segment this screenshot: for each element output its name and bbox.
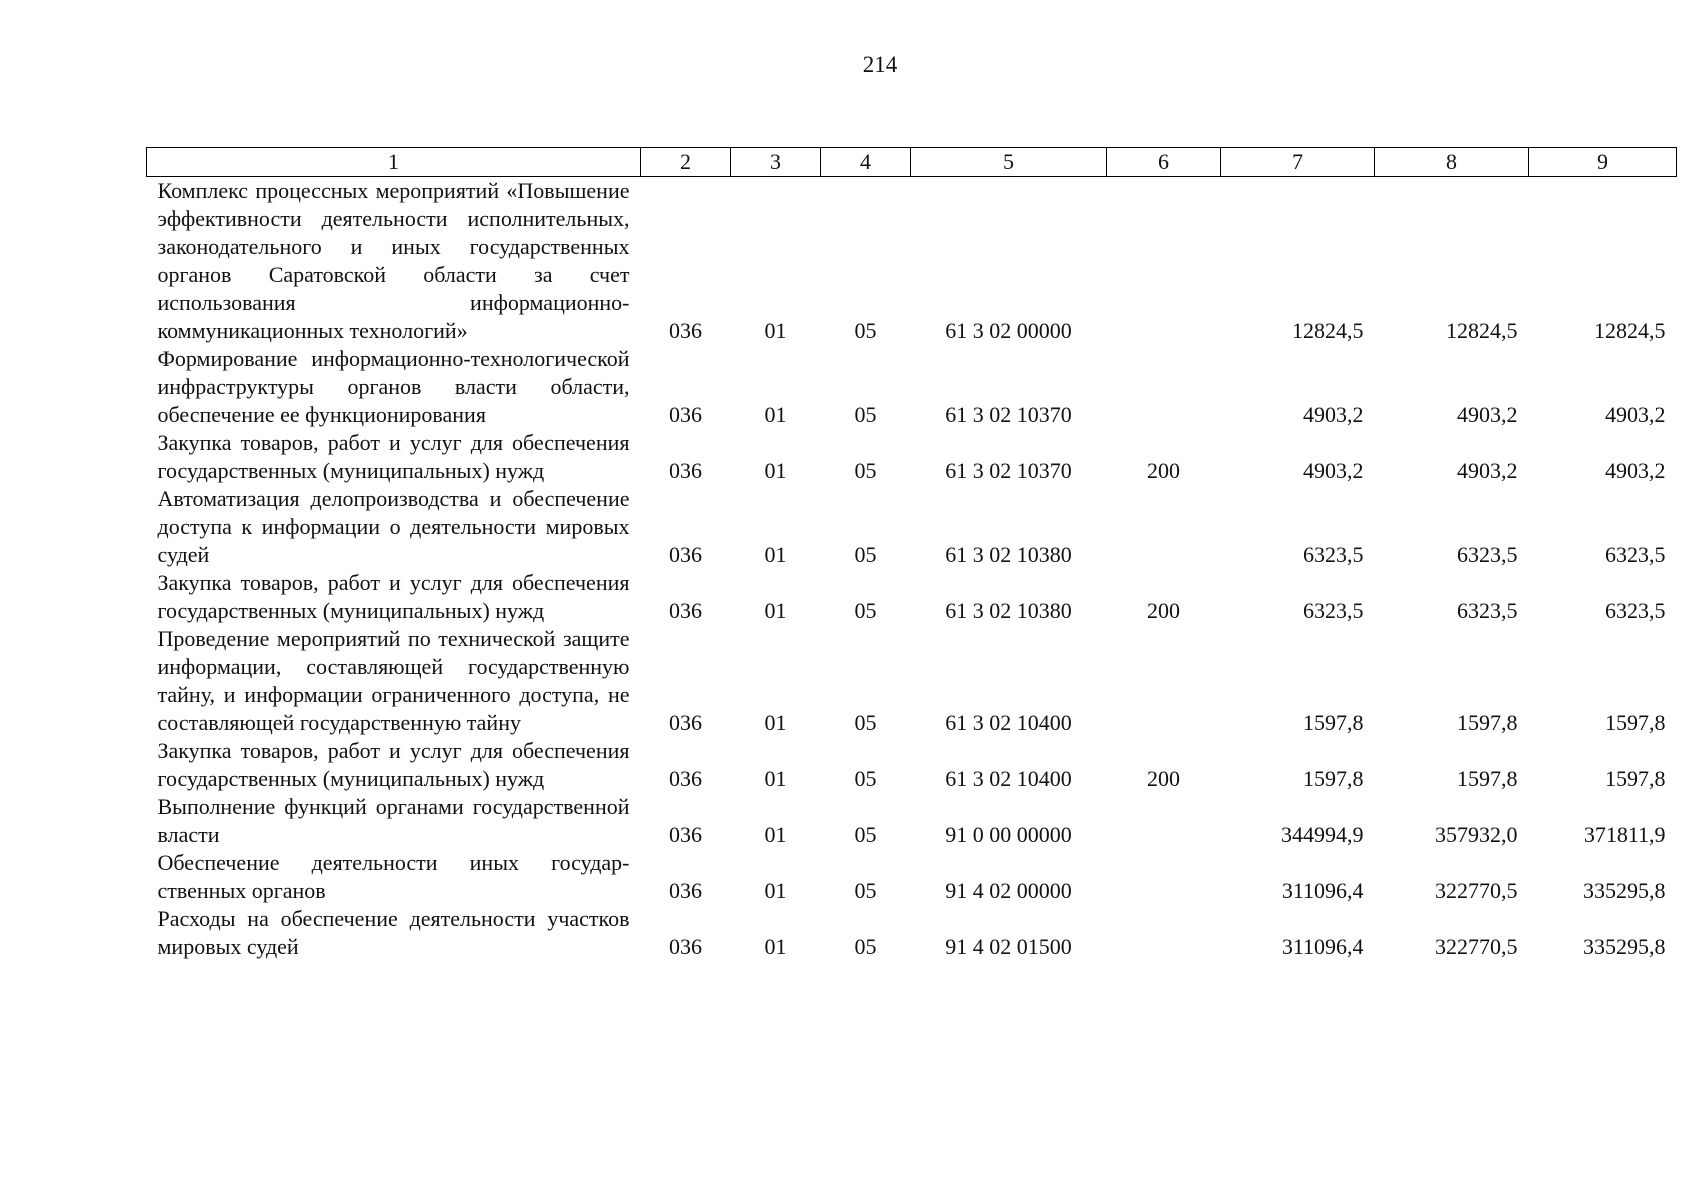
amount-cell: 6323,5	[1605, 542, 1666, 567]
section-code-cell: 01	[764, 822, 787, 847]
expense-type-cell	[1107, 849, 1221, 905]
section-code-cell: 01	[764, 766, 787, 791]
amount-cell: 335295,8	[1583, 878, 1666, 903]
column-number-header-row	[147, 148, 1677, 177]
amount-cell: 4903,2	[1303, 402, 1364, 427]
amount-cell: 12824,5	[1594, 318, 1666, 343]
row-name-cell: Закупка товаров, работ и услуг для обеспечения государственных (муниципальных) нужд	[157, 738, 630, 791]
amount-cell: 6323,5	[1457, 542, 1518, 567]
expense-type-cell	[1107, 793, 1221, 849]
budget-table	[146, 147, 1677, 961]
target-article-cell: 61 3 02 10400	[945, 710, 1072, 735]
target-article-cell: 61 3 02 00000	[945, 318, 1072, 343]
target-article-cell: 91 0 00 00000	[945, 822, 1072, 847]
row-name-cell: Расходы на обеспечение деятельности участков мировых судей	[157, 906, 630, 959]
table-row	[147, 429, 1677, 485]
amount-cell: 4903,2	[1303, 458, 1364, 483]
page-number: 214	[862, 52, 898, 77]
ministry-code-cell: 036	[669, 598, 702, 623]
subsection-code-cell: 05	[854, 458, 877, 483]
ministry-code-cell: 036	[669, 542, 702, 567]
target-article-cell: 61 3 02 10400	[945, 766, 1072, 791]
amount-cell: 6323,5	[1303, 542, 1364, 567]
subsection-code-cell: 05	[854, 878, 877, 903]
amount-cell: 1597,8	[1303, 766, 1364, 791]
column-header: 8	[1375, 148, 1529, 177]
table-body	[147, 177, 1677, 962]
column-header: 9	[1529, 148, 1677, 177]
section-code-cell: 01	[764, 598, 787, 623]
subsection-code-cell: 05	[854, 542, 877, 567]
ministry-code-cell: 036	[669, 878, 702, 903]
table-row	[147, 737, 1677, 793]
table-row	[147, 485, 1677, 569]
column-header: 7	[1221, 148, 1375, 177]
section-code-cell: 01	[764, 402, 787, 427]
amount-cell: 6323,5	[1605, 598, 1666, 623]
amount-cell: 322770,5	[1435, 878, 1518, 903]
amount-cell: 12824,5	[1446, 318, 1518, 343]
target-article-cell: 61 3 02 10380	[945, 598, 1072, 623]
amount-cell: 4903,2	[1605, 402, 1666, 427]
amount-cell: 371811,9	[1583, 822, 1666, 847]
subsection-code-cell: 05	[854, 934, 877, 959]
ministry-code-cell: 036	[669, 710, 702, 735]
expense-type-cell: 200	[1147, 766, 1180, 791]
row-name-cell: Проведение мероприятий по технической защите информации, составляющей государственную тайну, и информации ограниченного доступа, не составляющей государственную тайну	[157, 626, 630, 735]
amount-cell: 1597,8	[1605, 766, 1666, 791]
subsection-code-cell: 05	[854, 318, 877, 343]
column-header: 3	[731, 148, 821, 177]
ministry-code-cell: 036	[669, 934, 702, 959]
target-article-cell: 61 3 02 10370	[945, 402, 1072, 427]
section-code-cell: 01	[764, 458, 787, 483]
table-row	[147, 345, 1677, 429]
expense-type-cell	[1107, 345, 1221, 429]
amount-cell: 1597,8	[1457, 710, 1518, 735]
amount-cell: 4903,2	[1605, 458, 1666, 483]
amount-cell: 344994,9	[1281, 822, 1364, 847]
ministry-code-cell: 036	[669, 458, 702, 483]
amount-cell: 1597,8	[1457, 766, 1518, 791]
expense-type-cell: 200	[1147, 598, 1180, 623]
table-row	[147, 625, 1677, 737]
section-code-cell: 01	[764, 710, 787, 735]
amount-cell: 12824,5	[1292, 318, 1364, 343]
target-article-cell: 91 4 02 00000	[945, 878, 1072, 903]
subsection-code-cell: 05	[854, 598, 877, 623]
row-name-cell: Автоматизация делопроизводства и обеспечение доступа к информации о деятельности мировых судей	[157, 486, 630, 567]
expense-type-cell	[1107, 177, 1221, 346]
column-header: 4	[821, 148, 911, 177]
amount-cell: 357932,0	[1435, 822, 1518, 847]
amount-cell: 4903,2	[1457, 402, 1518, 427]
table-row	[147, 569, 1677, 625]
table-row	[147, 793, 1677, 849]
row-name-cell: Обеспечение деятельности иных государственных органов	[157, 850, 630, 903]
target-article-cell: 61 3 02 10370	[945, 458, 1072, 483]
expense-type-cell	[1107, 625, 1221, 737]
section-code-cell: 01	[764, 934, 787, 959]
row-name-cell: Закупка товаров, работ и услуг для обеспечения государственных (муниципальных) нужд	[157, 430, 630, 483]
row-name-cell: Формирование информационно-технологической инфраструктуры органов власти области, обеспечение ее функционирования	[157, 346, 630, 427]
amount-cell: 6323,5	[1457, 598, 1518, 623]
subsection-code-cell: 05	[854, 710, 877, 735]
expense-type-cell	[1107, 485, 1221, 569]
amount-cell: 4903,2	[1457, 458, 1518, 483]
amount-cell: 322770,5	[1435, 934, 1518, 959]
table-row	[147, 849, 1677, 905]
row-name-cell: Комплекс процессных мероприятий «Повышение эффективности деятельности исполнительных, законодательного и иных государственных органов Саратовской области за счет использования информационно-коммуникационных технологий»	[157, 178, 630, 343]
amount-cell: 311096,4	[1281, 934, 1364, 959]
ministry-code-cell: 036	[669, 766, 702, 791]
ministry-code-cell: 036	[669, 822, 702, 847]
column-header: 5	[911, 148, 1107, 177]
amount-cell: 335295,8	[1583, 934, 1666, 959]
table-row	[147, 177, 1677, 346]
expense-type-cell: 200	[1147, 458, 1180, 483]
section-code-cell: 01	[764, 878, 787, 903]
section-code-cell: 01	[764, 318, 787, 343]
target-article-cell: 61 3 02 10380	[945, 542, 1072, 567]
subsection-code-cell: 05	[854, 402, 877, 427]
column-header: 2	[641, 148, 731, 177]
expense-type-cell	[1107, 905, 1221, 961]
table-row	[147, 905, 1677, 961]
row-name-cell: Закупка товаров, работ и услуг для обеспечения государственных (муниципальных) нужд	[157, 570, 630, 623]
amount-cell: 1597,8	[1303, 710, 1364, 735]
target-article-cell: 91 4 02 01500	[945, 934, 1072, 959]
ministry-code-cell: 036	[669, 402, 702, 427]
row-name-cell: Выполнение функций органами государственной власти	[157, 794, 630, 847]
amount-cell: 1597,8	[1605, 710, 1666, 735]
amount-cell: 311096,4	[1281, 878, 1364, 903]
ministry-code-cell: 036	[669, 318, 702, 343]
column-header: 1	[147, 148, 641, 177]
amount-cell: 6323,5	[1303, 598, 1364, 623]
subsection-code-cell: 05	[854, 766, 877, 791]
column-header: 6	[1107, 148, 1221, 177]
subsection-code-cell: 05	[854, 822, 877, 847]
section-code-cell: 01	[764, 542, 787, 567]
